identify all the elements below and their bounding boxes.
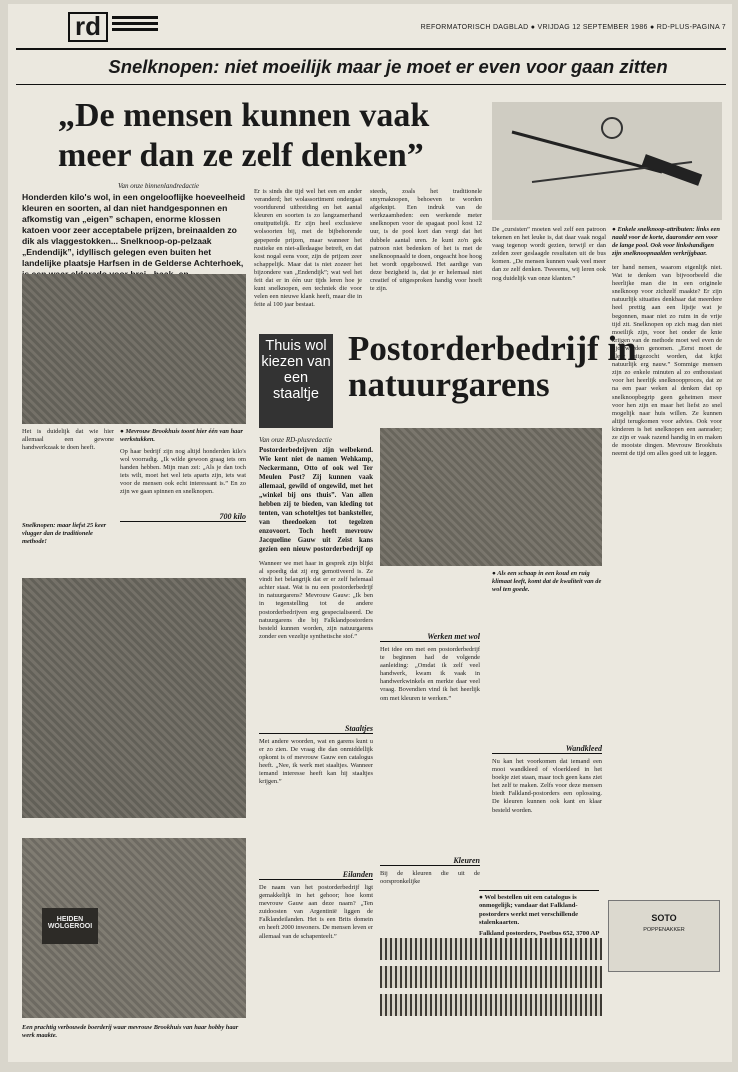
kleuren-col: Bij de kleuren die uit de oorspronkelijke: [380, 870, 480, 886]
newspaper-page: [8, 4, 732, 1062]
postorder-col1: Wanneer we met haar in gesprek zijn blijkt al spoedig dat zij erg gemotiveerd is. Ze vindt het belangrijk dat er er zelf helemaal achter staat. Wat is nu een postorderbedrijf in natuurgarens? Mevrouw Gauw: „Ik ben in tegenstelling tot de andere postorderbedrijven erg gespecialiseerd. De natuurgarens die bij Falklandpostorders besteld kunnen worden, zijn natuurgarens zonder een vezeltje synthetische stof.”: [259, 560, 373, 640]
subhead-staaltjes: Staaltjes: [259, 724, 373, 734]
yarn-samples: [380, 938, 602, 1016]
stalenkaarten-text: ● Wol bestellen uit een catalogus is onmogelijk; vandaar dat Falkland-postorders werkt met verschillende stalenkaarten.: [479, 894, 579, 927]
subhead-kleuren: Kleuren: [380, 856, 480, 866]
caption-boerderij: Een prachtig verbouwde boerderij waar mevrouw Brookhuis van haar hobby haar werk maakte.: [22, 1024, 239, 1039]
wandkleed-col: Nu kan het voorkomen dat iemand een mooi wandkleed of vloerkleed in het boekje ziet staan, maar toch geen kans ziet het zelf te maken. Zelfs voor deze mensen biedt Falkland-postorders een oplossing. De kleuren kunnen ook kant en klaar besteld worden.: [492, 758, 602, 814]
subhead-eilanden: Eilanden: [259, 870, 373, 880]
subhead-wandkleed: Wandkleed: [492, 744, 602, 754]
column-text-mid: Op haar bedrijf zijn nog altijd honderden kilo's wol voorradig. „Ik wilde gewoon graag iets om handen hebben. Mijn man zei: „Als je dan toch iets wilt, moet het wel iets aparts zijn, iets wat voor de mensen ook echt interessant is.” En zo zijn we gaan spinnen en snelknopen.: [120, 448, 246, 496]
postorder-lead: Postorderbedrijven zijn welbekend. Wie kent niet de namen Wehkamp, Neckermann, Otto of ook wel Ter Meulen Post? Zij kunnen vaak allemaal, gewild of ongewild, met het „winkel bij ons thuis”. Van allen hebben zij te bieden, van kleding tot tenten, van schoteltjes tot banksteller, van theedoeken tot tegelzen enzovoort. Toch heeft mevrouw Jacqueline Gauw uit Zeist kans gezien een nieuw postorderbedrijf op: [259, 446, 373, 553]
caption-werkstuk: ● Mevrouw Brookhuis toont hier één van haar werkstukken.: [120, 428, 243, 443]
rd-logo: [68, 12, 160, 42]
thuis-wol-box: Thuis wol kiezen van een staaltje: [259, 334, 333, 428]
subhead-700-kilo: 700 kilo: [120, 512, 246, 522]
yarn-row-2: [380, 966, 602, 988]
top-rule: [16, 48, 726, 50]
column-text-left: Het is duidelijk dat wie hier allemaal een gewone handwerkzaak te doen heeft.: [22, 428, 114, 452]
postorder-headline: Postorderbedrijf in natuurgarens: [348, 329, 637, 404]
yarn-row-1: [380, 938, 602, 960]
yarn-row-3: [380, 994, 602, 1016]
heiden-sign: HEIDEN WOLGEROOI: [42, 908, 98, 944]
needles-illustration: [492, 102, 722, 220]
photo-schapen: [380, 428, 602, 566]
ad-subtitle: POPPENAKKER: [643, 927, 685, 933]
postorder-col3: De naam van het postorderbedrijf ligt gemakkelijk in het gehoor; hoe komt mevrouw Gauw aan deze naam? „Ten zuidoosten van Argentinië liggen de Falklandeilanden. Het is een Brits domein en heeft 2000 inwoners. De mensen leven er allemaal van de schapenteelt.”: [259, 884, 373, 940]
subhead-werken-met-wol: Werken met wol: [380, 632, 480, 642]
logo-bars-icon: [112, 16, 158, 38]
advertisement: [608, 900, 720, 972]
photo-mevrouw-knopen: [22, 578, 246, 818]
scissors-icon: [602, 118, 622, 138]
credit-binnenland: Van onze binnenlandredactie: [118, 182, 200, 190]
masthead-line: REFORMATORISCH DAGBLAD ● VRIJDAG 12 SEPTEMBER 1986 ● RD-PLUS-PAGINA 7: [420, 24, 726, 31]
werken-col: Het idee om met een postorderbedrijf te beginnen had de volgende aanleiding: „Omdat ik zelf veel handwerk, kwam ik vaak in handwerkwinkels en merkte daar veel vraag. Bovendien vind ik het heerlijk om met kleuren te werken.”: [380, 646, 480, 702]
intro-paragraph: Honderden kilo's wol, in een ongelooflijke hoeveelheid kleuren en soorten, al dan niet handgesponnen en afkomstig van „eigen” schapen, enorme klossen katoen voor zeer acceptabele prijzen, breinaalden zo dik als vlaggestokken... Snelknoop-op-pelzaak „Endendijk”, idyllisch gelegen even buiten het landelijke plaatsje Harfsen in de Gelderse Achterhoek,: [22, 192, 246, 268]
column-text-right: ter hand nemen, waarom eigenlijk niet. Wat te denken van bijvoorbeeld die heerlijke man die in een originele snelknoop voor zichzelf maakte? Er zijn natuurlijk situaties denkbaar dat meerdere heel prettig aan een lijstje wat je begonnen, maar niet zo ruim in de vrije tijd zit. Snelknopen op zich mag dan niet moeilijk zijn, voor het onder de knie krijgen van de methode moet wel even de tijd worden genomen. „Eerst moet de kleur uitgezocht worden, dat kijkt natuurlijk erg nauw.” Sommige mensen zijn zo enkele minuten al zo enthousiast voor het heerlijk snelknoopproces, dat ze na een paar weken al denken dat op snelknoopbegrip geen geheimen meer voor hen zijn en maar het liefst zo snel mogelijk naar huis willen. Ze kunnen altijd terugkomen voor advies. Ook voor kinderen is het snelknopen een aanrader; ze zijn er vaak razend handig in en maken de mooiste dingen. Mevrouw Brookhuis neemt de tijd om alles goed uit te leggen.: [612, 264, 722, 458]
caption-schapen: ● Als een schaap in een koud en ruig klimaat leeft, komt dat de kwaliteit van de wol ten goede.: [492, 570, 602, 593]
caption-tools: ● Enkele snelknoop-attributen: links een naald voor de korte, daaronder een voor de lange pool. Ook voor linkshandigen zijn snelknoopnaalden verkrijgbaar.: [612, 226, 720, 257]
column-text-3: steeds, zoals het traditionele smyrnaknopen, behoeven te worden afgeknipt. Een indruk van de werkzaamheden: een werkende meter snelknopen voor de spagaat pool kost 12 uur, is de pool kort dan vergt dat het dubbele aantal uren. Je kunt zo'n gek patroon niet bedenken of het is met de snelknoopnaald te doen, ongeacht hoe hoog het wordt opgebouwd. Het aardige van deze bezigheid is, dat je er helemaal niet creatief of uitgesproken handig voor hoeft te zijn.: [370, 188, 482, 293]
ad-brand: SOTO: [651, 913, 677, 923]
postorder-col2: Met andere woorden, wat en garens kunt u er zo zien. De vraag die dan onmiddellijk opkomt is of mevrouw Gauw een catalogus heeft. „Nee, ik werk met staaltjes. Wanneer iemand interesse heeft kan hij staaltjes krijgen.”: [259, 738, 373, 786]
address: Falkland postorders, Postbus 652, 3700 AP: [479, 929, 599, 937]
kicker-rule: [16, 84, 726, 85]
column-text-4: De „cursisten” moeten wel zelf een patroon tekenen en het leuke is, dat daar vaak nogal vaag tegenop wordt gezien, terwijl er dan zelden zeer geslaagde resultaten uit de bus komen. „De mensen kunnen vaak veel meer dan ze zelf denken. Tweeems, wij leren ook nog duidelijk van onze klanten.”: [492, 226, 606, 282]
photo-boerderij: [22, 838, 246, 1018]
kicker: Snelknopen: niet moeilijk maar je moet er even voor gaan zitten: [108, 56, 668, 77]
rd-logo-mark: rd: [68, 12, 108, 42]
credit-rdplus: Van onze RD-plusredactie: [259, 436, 332, 444]
photo-snelknoop-tools: [492, 102, 722, 220]
photo-mevrouw-werkstuk: [22, 274, 246, 424]
column-text-2: Er is sinds die tijd wel het een en ander veranderd; het wolassortiment ondergaat voortdurend uitbreiding en het aantal kleuren en soorten is zo langzamerhand onuitputtelijk. Er zijn heel exclusieve wolsoorten bij, met de bijbehorende gepeperde prijzen, maar wanneer het rustieke en niet-alledaagse betreft, en dat kost nogal eens voor, zijn de prijzen zeer schappelijk. Maar dat is niet zozeer het bijzondere van „Endendijk”; wat wel het feit dat er in één uur tijds leren hoe je kunt snelknopen, een techniek die voor velen een nieuwe klank heeft, maar die in feite al 100 jaar bestaat.: [254, 188, 362, 309]
main-headline: „De mensen kunnen vaak meer dan ze zelf denken”: [58, 97, 430, 174]
needle-long-icon: [512, 132, 662, 172]
caption-snelknopen: Snelknopen: maar liefst 25 keer vlugger dan de traditionele methode!: [22, 522, 107, 545]
